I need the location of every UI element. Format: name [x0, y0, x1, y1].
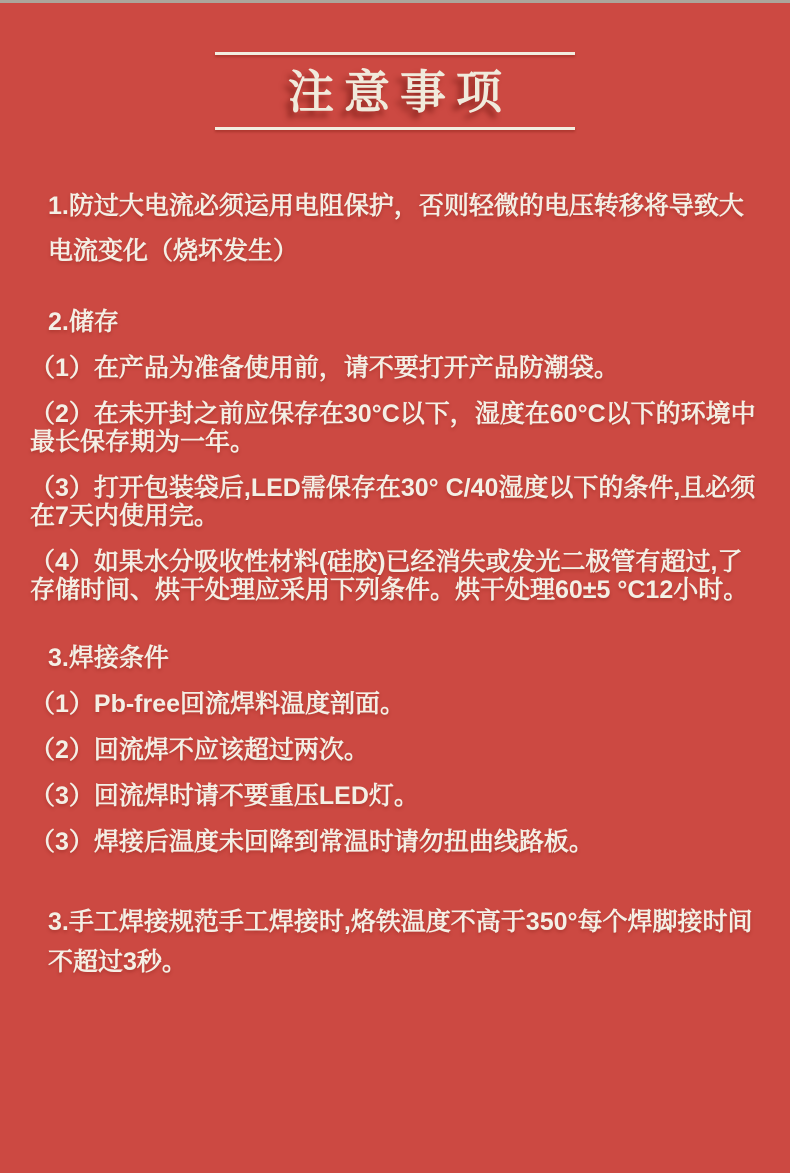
page-title: 注意事项 — [288, 66, 512, 118]
para-soldering-item-3: （3）回流焊时请不要重压LED灯。 — [30, 782, 419, 810]
para-soldering-item-1: （1）Pb-free回流焊料温度剖面。 — [30, 690, 406, 718]
para-overcurrent-warning: 1.防过大电流必须运用电阻保护，否则轻微的电压转移将导致大电流变化（烧坏发生） — [48, 192, 744, 265]
para-storage-item-1: （1）在产品为准备使用前，请不要打开产品防潮袋。 — [30, 354, 619, 382]
notice-content — [0, 184, 790, 982]
para-hand-soldering: 3.手工焊接规范手工焊接时,烙铁温度不高于350°每个焊脚接时间不超过3秒。 — [48, 908, 753, 976]
para-soldering-heading: 3.焊接条件 — [48, 644, 169, 672]
para-soldering-item-2: （2）回流焊不应该超过两次。 — [30, 736, 369, 764]
para-storage-heading: 2.储存 — [48, 308, 119, 336]
title-block — [215, 52, 575, 130]
para-storage-item-3: （3）打开包装袋后,LED需保存在30° C/40湿度以下的条件,且必须在7天内使用完。 — [30, 474, 756, 530]
top-strip-divider — [0, 0, 790, 3]
para-storage-item-2: （2）在未开封之前应保存在30°C以下，湿度在60°C以下的环境中最长保存期为一年。 — [30, 400, 756, 456]
para-soldering-item-4: （3）焊接后温度未回降到常温时请勿扭曲线路板。 — [30, 828, 594, 856]
title-divider-bottom — [215, 127, 575, 130]
para-storage-item-4: （4）如果水分吸收性材料(硅胶)已经消失或发光二极管有超过,了存储时间、烘干处理应采用下列条件。烘干处理60±5 °C12小时。 — [30, 548, 749, 604]
